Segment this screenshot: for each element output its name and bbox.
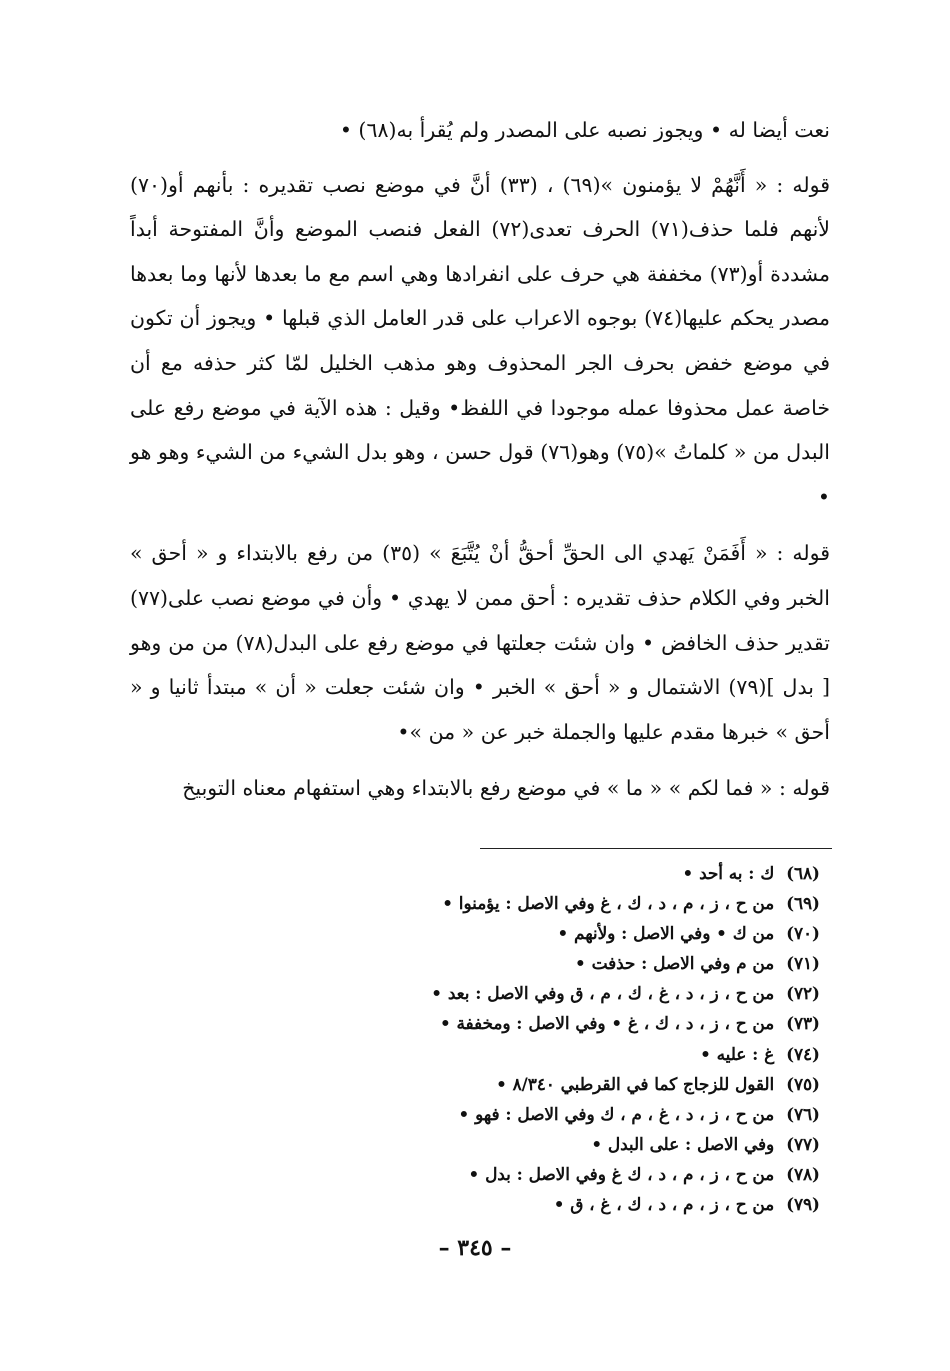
footnote-number: (٧٢) [786, 983, 820, 1004]
footnote [260, 978, 820, 1008]
footnote-text: من ك • وفي الاصل : ولأنهم • [557, 923, 775, 944]
footnote [260, 888, 820, 918]
footnote-text: من ح ، ز ، م ، د ، ك ، غ ، ق • [553, 1194, 775, 1215]
footnote-text: من ح ، ز ، م ، د ، ك غ وفي الاصل : بدل • [468, 1163, 775, 1184]
footnote-number: (٧١) [786, 953, 820, 974]
footnote-text: من ح ، ز ، م ، د ، ك ، غ وفي الاصل : يؤمنوا • [442, 893, 775, 914]
footnotes [260, 858, 820, 1219]
footnote-number: (٧٩) [786, 1194, 820, 1215]
paragraph: قوله : « فما لكم » « ما » في موضع رفع بالابتداء وهي استفهام معناه التوبيخ [182, 776, 830, 801]
footnote [260, 918, 820, 948]
footnote-number: (٧٣) [786, 1013, 820, 1034]
footnote-text: غ : عليه • [700, 1043, 775, 1064]
footnote-number: (٦٩) [786, 893, 820, 914]
footnote-number: (٧٧) [786, 1133, 820, 1154]
paragraph: قوله : « أَفَمَنْ يَهدي الى الحقِّ أحقُّ أنْ يُتَّبَعَ » (٣٥) من رفع بالابتداء و « أحق » الخبر وفي الكلام حذف تقديره : أحق ممن لا يهدي • وأن في موضع نصب على(٧٧) تقدير حذف الخافض • وان شئت جعلتها في موضع رفع على البدل(٧٨) من من وهو [ بدل ](٧٩) الاشتمال و « أحق » الخبر • وان شئت جعلت « أن » مبتدأ ثانيا و « أحق » خبرها مقدم عليها والجملة خبر عن « من »• [130, 541, 831, 744]
footnote [260, 1159, 820, 1189]
footnote-text: من ح ، ز ، د ، غ ، ك ، م ، ق وفي الاصل : بعد • [431, 983, 775, 1004]
footnote [260, 1039, 820, 1069]
footnote [260, 948, 820, 978]
footnote [260, 1069, 820, 1099]
footnote-divider [480, 848, 832, 849]
footnote-text: القول للزجاج كما في القرطبي ٨/٣٤٠ • [496, 1073, 775, 1094]
footnote-text: من ح ، ز ، د ، غ ، م ، ك وفي الاصل : فهو • [458, 1103, 775, 1124]
footnote [260, 858, 820, 888]
footnote [260, 1008, 820, 1038]
footnote-number: (٧٦) [786, 1103, 820, 1124]
footnote-number: (٦٨) [786, 863, 820, 883]
footnote-number: (٧٤) [786, 1043, 820, 1064]
paragraph: قوله : « أَنَّهُمْ لا يؤمنون »(٦٩) ، (٣٣) أنَّ في موضع نصب تقديره : بأنهم أو(٧٠) لأنهم فلما حذف(٧١) الحرف تعدى(٧٢) الفعل فنصب الموضع وأنَّ المفتوحة أبداً مشددة أو(٧٣) مخففة هي حرف على انفرادها وهي اسم مع ما بعدها لأنها وما بعدها مصدر يحكم عليها(٧٤) بوجوه الاعراب على قدر العامل الذي قبلها • ويجوز أن تكون في موضع خفض بحرف الجر المحذوف وهو مذهب الخليل لمّا كثر حذفه مع أن خاصة عمل محذوفا عمله موجودا في اللفظ• وقيل : هذه الآية في موضع رفع على البدل من « كلماتُ »(٧٥) وهو(٧٦) قول حسن ، وهو بدل الشيء من الشيء وهو هو • [130, 172, 830, 509]
footnote-number: (٧٨) [786, 1163, 820, 1184]
page-number: – ٣٤٥ – [438, 1235, 512, 1261]
main-text [130, 108, 830, 811]
footnote-text: ك : به أحد • [682, 863, 775, 883]
footnote-number: (٧٠) [786, 923, 820, 944]
footnote [260, 1129, 820, 1159]
footnote-text: من ح ، ز ، د ، ك ، غ • وفي الاصل : ومخففة • [439, 1013, 775, 1034]
footnote-number: (٧٥) [786, 1073, 820, 1094]
footnote-text: وفي الاصل : على البدل • [591, 1133, 775, 1154]
footnote [260, 1099, 820, 1129]
footnote [260, 1189, 820, 1219]
footnote-text: من م وفي الاصل : حذفت • [575, 953, 775, 974]
paragraph: نعت أيضا له • ويجوز نصبه على المصدر ولم يُقرأ به(٦٨) • [339, 118, 830, 142]
